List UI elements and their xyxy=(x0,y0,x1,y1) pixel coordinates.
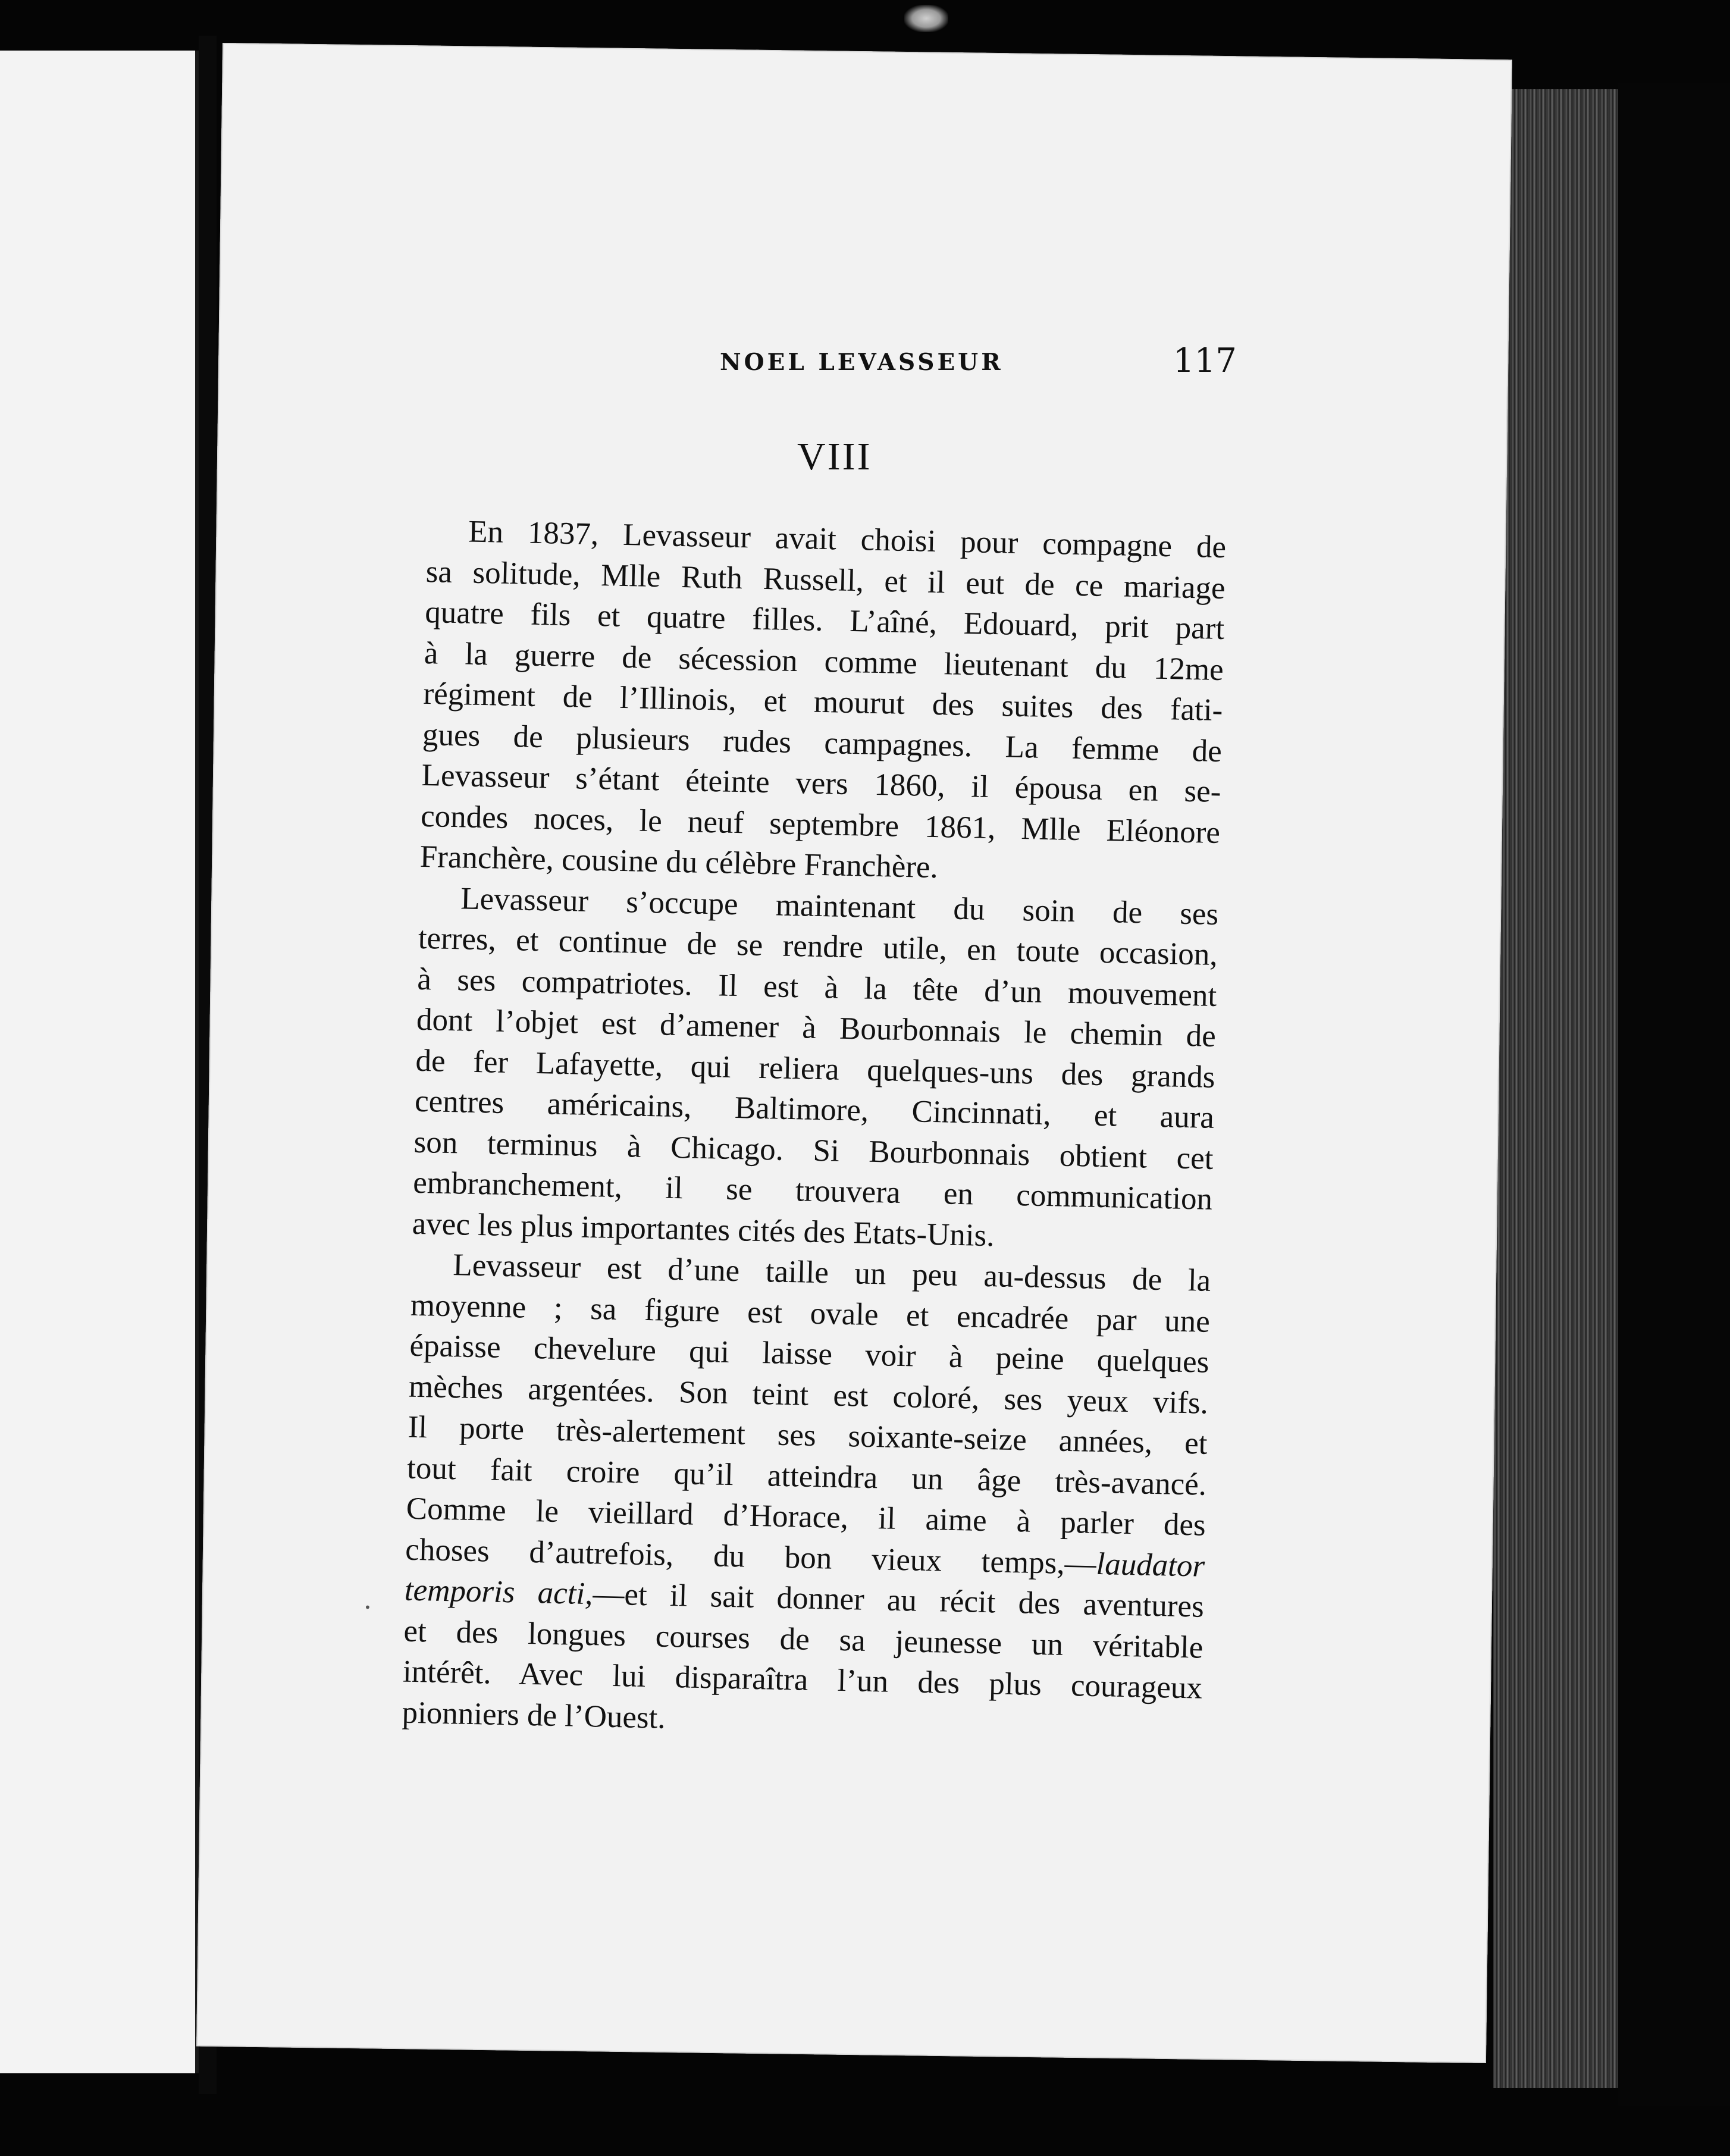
text-line: son terminus à Chicago. Si Bourbonnais obtient cet xyxy=(413,1124,1214,1176)
margin-speck: • xyxy=(364,1600,371,1615)
scan-border-right xyxy=(1618,83,1730,2106)
text-line: terres, et continue de se rendre utile, en toute occasion, xyxy=(418,920,1218,972)
text-line: sa solitude, Mlle Ruth Russell, et il eut de ce mariage xyxy=(425,554,1226,606)
text-line: avec les plus importantes cités des Etats-Unis. xyxy=(412,1206,995,1253)
text-line: régiment de l’Illinois, et mourut des suites des fati- xyxy=(422,676,1223,728)
text-line: Franchère, cousine du célèbre Franchère. xyxy=(419,839,939,885)
text-line: moyenne ; sa figure est ovale et encadrée par une xyxy=(410,1287,1211,1339)
text-segment: —et il sait donner au récit des aventures xyxy=(592,1577,1205,1624)
text-line: mèches argentées. Son teint est coloré, ses yeux vifs. xyxy=(408,1369,1209,1421)
scan-speck xyxy=(904,5,948,32)
text-line: centres américains, Baltimore, Cincinnati, et aura xyxy=(414,1083,1215,1135)
text-line: Levasseur est d’une taille un peu au-dessus de la xyxy=(452,1248,1211,1298)
body-text xyxy=(402,510,1227,1750)
text-line: En 1837, Levasseur avait choisi pour compagne de xyxy=(468,514,1227,565)
text-line: Il porte très-alertement ses soixante-seize années, et xyxy=(408,1409,1208,1461)
running-head: NOEL LEVASSEUR xyxy=(720,349,1004,376)
section-heading: VIII xyxy=(797,435,872,478)
text-line: épaisse chevelure qui laisse voir à peine quelques xyxy=(409,1328,1209,1380)
text-line: gues de plusieurs rudes campagnes. La femme de xyxy=(422,717,1223,769)
text-line: dont l’objet est d’amener à Bourbonnais le chemin de xyxy=(416,1002,1217,1054)
text-line: à la guerre de sécession comme lieutenant du 12me xyxy=(424,635,1224,687)
page-number: 117 xyxy=(1173,341,1237,380)
text-line: quatre fils et quatre filles. L’aîné, Edouard, prit part xyxy=(424,594,1225,647)
text-line: à ses compatriotes. Il est à la tête d’un mouvement xyxy=(416,961,1217,1013)
page-edges xyxy=(1493,89,1618,2088)
facing-page-left xyxy=(0,51,199,2073)
text-line: embranchement, il se trouvera en communication xyxy=(412,1165,1213,1217)
latin-phrase: laudator xyxy=(1095,1546,1205,1584)
text-line: et des longues courses de sa jeunesse un véritable xyxy=(403,1613,1204,1665)
text-line: tout fait croire qu’il atteindra un âge très-avancé. xyxy=(406,1450,1207,1502)
text-line: pionniers de l’Ouest. xyxy=(402,1695,666,1735)
text-line: Comme le vieillard d’Horace, il aime à parler des xyxy=(406,1491,1206,1543)
latin-phrase: temporis acti, xyxy=(404,1572,594,1612)
text-segment: choses d’autrefois, du bon vieux temps,— xyxy=(405,1532,1097,1581)
text-line: intérêt. Avec lui disparaîtra l’un des plus courageux xyxy=(402,1654,1203,1706)
text-line: de fer Lafayette, qui reliera quelques-uns des grands xyxy=(415,1043,1215,1095)
text-line: Levasseur s’étant éteinte vers 1860, il épousa en se- xyxy=(421,757,1221,810)
text-line: Levasseur s’occupe maintenant du soin de ses xyxy=(460,880,1219,932)
text-line: condes noces, le neuf septembre 1861, Mlle Eléonore xyxy=(420,798,1221,850)
